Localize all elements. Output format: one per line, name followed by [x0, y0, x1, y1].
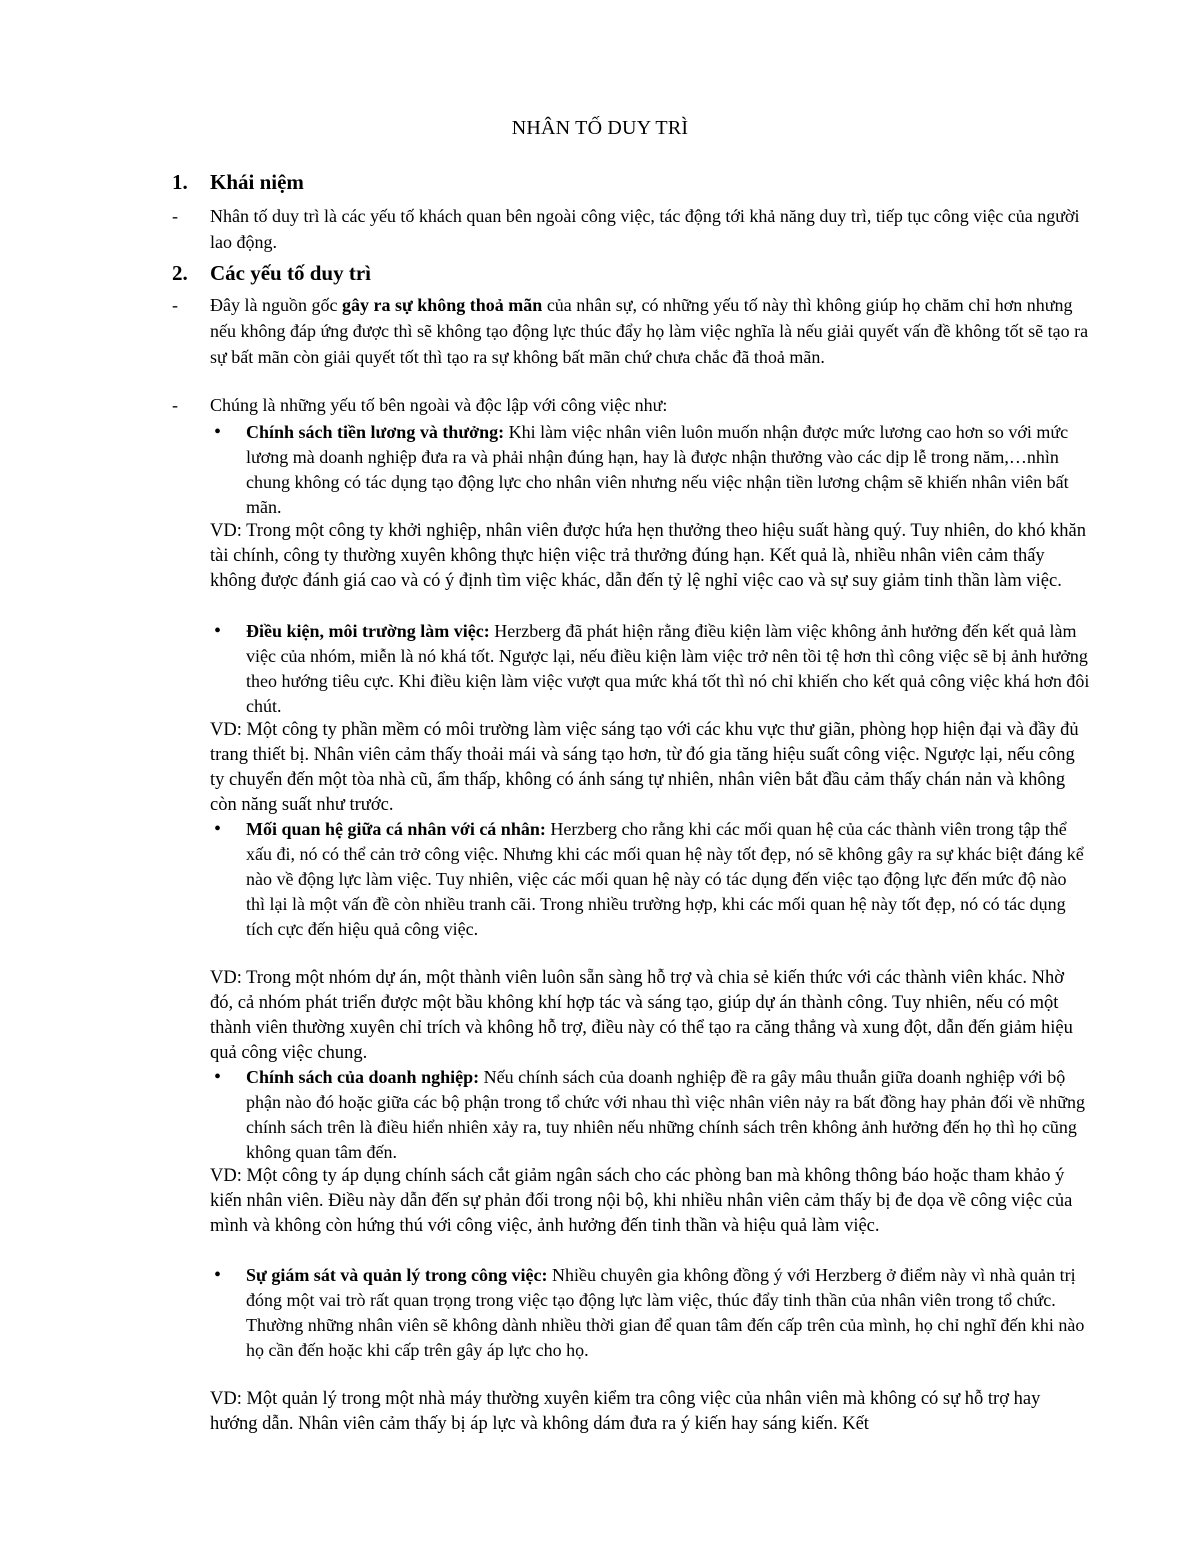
factor-label: Điều kiện, môi trường làm việc:: [246, 621, 490, 641]
factor-description: Khi làm việc nhân viên luôn muốn nhận được mức lương cao hơn so với mức lương mà doanh nghiệp đưa ra và phải nhận đúng hạn, hay là được nhận thưởng vào các dịp lễ trong năm,…nhìn chung không có tác dụng tạo động lực cho nhân viên nhưng nếu việc nhận tiền lương chậm sẽ khiến nhân viên bất mãn.: [246, 422, 1069, 517]
factor-description: Herzberg đã phát hiện rằng điều kiện làm việc không ảnh hưởng đến kết quả làm việc của nhóm, miễn là nó khá tốt. Ngược lại, nếu điều kiện làm việc trở nên tồi tệ hơn thì công việc sẽ bị ảnh hưởng theo hướng tiêu cực. Khi điều kiện làm việc vượt qua mức khá tốt thì nó chỉ khiến cho kết quả công việc khá hơn đôi chút.: [246, 621, 1090, 716]
factor-description: Nếu chính sách của doanh nghiệp đề ra gây mâu thuẫn giữa doanh nghiệp với bộ phận nào đó hoặc giữa các bộ phận trong tổ chức với nhau thì việc nhân viên nảy ra bất đồng hay phản đối về những chính sách trên là điều hiển nhiên xảy ra, tuy nhiên nếu những chính sách trên không ảnh hưởng đến họ thì họ cũng không quan tâm đến.: [246, 1067, 1086, 1162]
factor-text: [246, 817, 1090, 942]
dash-item: [172, 392, 1092, 418]
dash-item: [172, 292, 1092, 370]
factor-text: [246, 1065, 1090, 1165]
factor-bullet: [210, 1065, 1090, 1165]
factor-label: Mối quan hệ giữa cá nhân với cá nhân:: [246, 819, 546, 839]
dash-marker: -: [172, 206, 178, 226]
factor-description: Nhiều chuyên gia không đồng ý với Herzberg ở điểm này vì nhà quản trị đóng một vai trò rất quan trọng trong việc tạo động lực làm việc, thúc đẩy tinh thần của nhân viên trong tổ chức. Thường những nhân viên sẽ không dành nhiều thời gian để quan tâm đến cấp trên của mình, họ chỉ nghĩ đến khi nào họ cần đến hoặc khi cấp trên gây áp lực cho họ.: [246, 1265, 1085, 1360]
text-run: Đây là nguồn gốc: [210, 295, 342, 315]
example-paragraph: VD: Một quản lý trong một nhà máy thường xuyên kiểm tra công việc của nhân viên mà không có sự hỗ trợ hay hướng dẫn. Nhân viên cảm thấy bị áp lực và không dám đưa ra ý kiến hay sáng kiến. Kết: [210, 1389, 1041, 1434]
dash-marker: -: [172, 395, 178, 415]
section-number: 2.: [172, 261, 188, 285]
document-title: NHÂN TỐ DUY TRÌ: [511, 117, 689, 139]
section-title: Khái niệm: [210, 170, 304, 194]
example-paragraph: VD: Trong một nhóm dự án, một thành viên luôn sẵn sàng hỗ trợ và chia sẻ kiến thức với các thành viên khác. Nhờ đó, cả nhóm phát triển được một bầu không khí hợp tác và sáng tạo, giúp dự án thành công. Tuy nhiên, nếu có một thành viên thường xuyên chỉ trích và không hỗ trợ, điều này có thể tạo ra căng thẳng và xung đột, dẫn đến giảm hiệu quả công việc chung.: [210, 968, 1073, 1063]
section-heading-2: [172, 261, 371, 286]
example-paragraph: VD: Trong một công ty khởi nghiệp, nhân viên được hứa hẹn thưởng theo hiệu suất hàng quý. Tuy nhiên, do khó khăn tài chính, công ty thường xuyên không thực hiện việc trả thưởng đúng hạn. Kết quả là, nhiều nhân viên cảm thấy không được đánh giá cao và có ý định tìm việc khác, dẫn đến tỷ lệ nghỉ việc cao và sự suy giảm tinh thần làm việc.: [210, 521, 1086, 591]
paragraph-text: [210, 292, 1092, 370]
paragraph-text: Chúng là những yếu tố bên ngoài và độc lập với công việc như:: [210, 395, 668, 415]
example-paragraph: VD: Một công ty phần mềm có môi trường làm việc sáng tạo với các khu vực thư giãn, phòng họp hiện đại và đầy đủ trang thiết bị. Nhân viên cảm thấy thoải mái và sáng tạo hơn, từ đó gia tăng hiệu suất công việc. Ngược lại, nếu công ty chuyển đến một tòa nhà cũ, ẩm thấp, không có ánh sáng tự nhiên, nhân viên bắt đầu cảm thấy chán nản và không còn năng suất như trước.: [210, 720, 1079, 815]
factor-text: [246, 1263, 1090, 1363]
factor-bullet: [210, 619, 1090, 719]
bold-emphasis: gây ra sự không thoả mãn: [341, 295, 543, 315]
factor-bullet: [210, 420, 1090, 520]
factor-bullet: [210, 817, 1090, 942]
factor-description: Herzberg cho rằng khi các mối quan hệ của các thành viên trong tập thể xấu đi, nó có thể cản trở công việc. Nhưng khi các mối quan hệ này tốt đẹp, nó sẽ không gây ra sự khác biệt đáng kể nào về động lực làm việc. Tuy nhiên, việc các mối quan hệ này có tác dụng đến việc tạo động lực đến mức độ nào thì lại là một vấn đề còn nhiều tranh cãi. Trong nhiều trường hợp, khi các mối quan hệ này tốt đẹp, nó có tác dụng tích cực đến hiệu quả công việc.: [246, 819, 1084, 939]
factor-text: [246, 420, 1090, 520]
bullet-icon: •: [214, 620, 222, 642]
dash-marker: -: [172, 295, 178, 315]
bullet-icon: •: [214, 421, 222, 443]
factor-label: Chính sách của doanh nghiệp:: [246, 1067, 480, 1087]
bullet-icon: •: [214, 1066, 222, 1088]
factor-bullet: [210, 1263, 1090, 1363]
section-title: Các yếu tố duy trì: [210, 261, 371, 285]
bullet-icon: •: [214, 818, 222, 840]
factor-text: [246, 619, 1090, 719]
section-number: 1.: [172, 170, 188, 194]
factor-label: Chính sách tiền lương và thưởng:: [246, 422, 505, 442]
bullet-icon: •: [214, 1264, 222, 1286]
dash-item: [172, 203, 1092, 255]
section-heading-1: [172, 170, 304, 195]
example-paragraph: VD: Một công ty áp dụng chính sách cắt giảm ngân sách cho các phòng ban mà không thông báo hoặc tham khảo ý kiến nhân viên. Điều này dẫn đến sự phản đối trong nội bộ, khi nhiều nhân viên cảm thấy bị đe dọa về công việc của mình và không còn hứng thú với công việc, ảnh hưởng đến tinh thần và hiệu quả làm việc.: [210, 1166, 1073, 1236]
text-run: của nhân sự, có những yếu tố này thì không giúp họ chăm chỉ hơn nhưng nếu không đáp ứng được thì sẽ không tạo động lực thúc đẩy họ làm việc nghĩa là nếu giải quyết vấn đề không tốt sẽ tạo ra sự bất mãn còn giải quyết tốt thì tạo ra sự không bất mãn chứ chưa chắc đã thoả mãn.: [210, 295, 1089, 367]
paragraph-text: Nhân tố duy trì là các yếu tố khách quan bên ngoài công việc, tác động tới khả năng duy trì, tiếp tục công việc của người lao động.: [210, 206, 1080, 252]
factor-label: Sự giám sát và quản lý trong công việc:: [246, 1265, 548, 1285]
